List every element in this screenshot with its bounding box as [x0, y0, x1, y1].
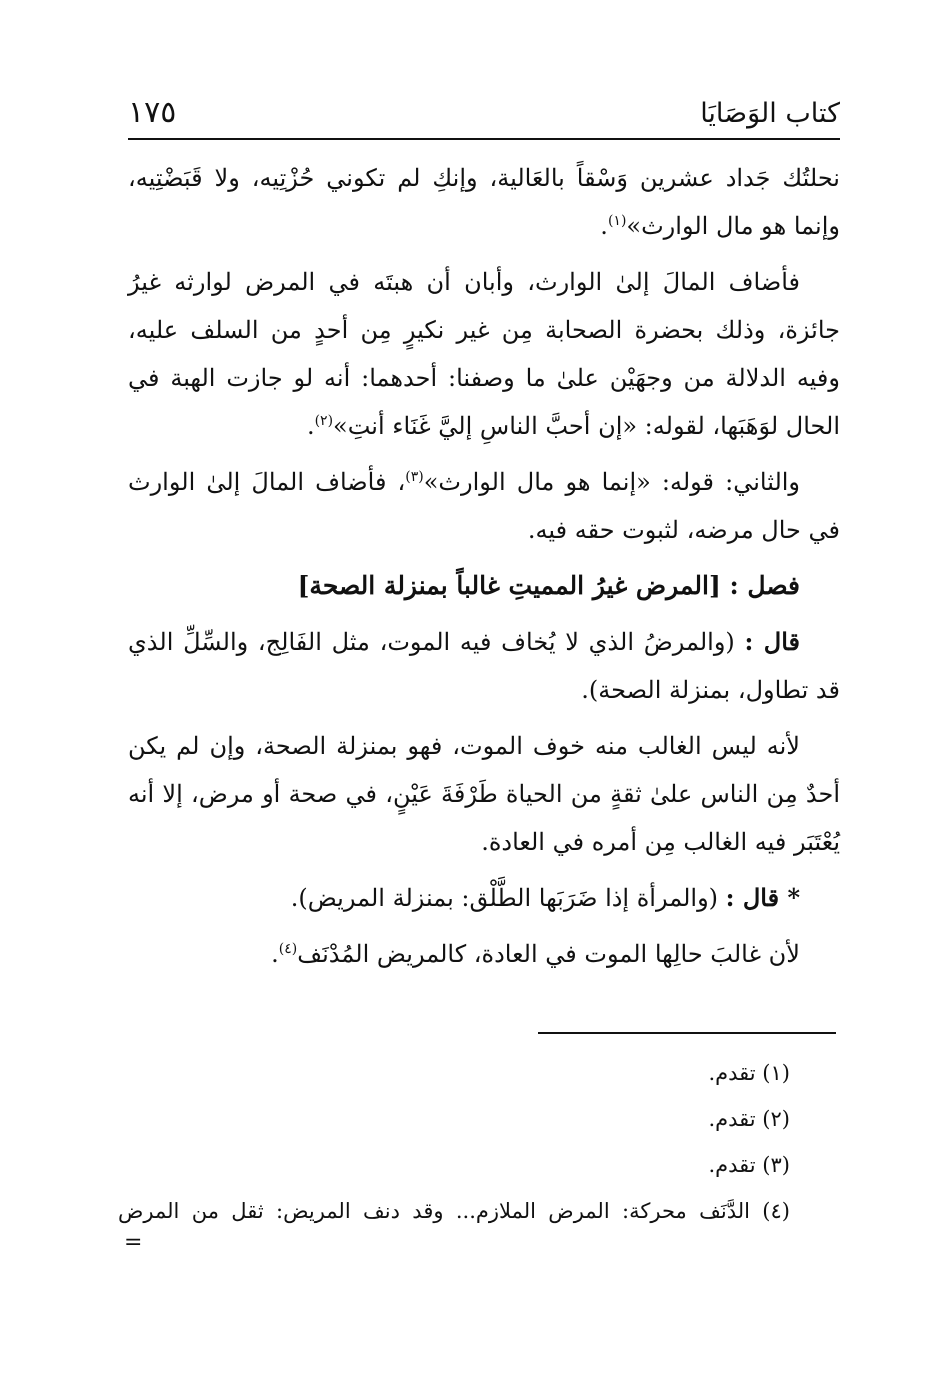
running-title: كتاب الوَصَايَا	[700, 98, 840, 129]
paragraph-4	[128, 618, 840, 714]
paragraph-2	[128, 258, 840, 450]
footnote-ref-1: (١)	[607, 213, 627, 229]
page-header	[128, 96, 840, 136]
paragraph-3	[128, 458, 840, 554]
footnote-ref-2: (٢)	[314, 413, 334, 429]
paragraph-7-end: .	[271, 940, 279, 968]
paragraph-7-text: لأن غالبَ حالِها الموت في العادة، كالمريض المُدْنَف	[297, 940, 800, 968]
footnote-ref-3: (٣)	[405, 469, 424, 485]
paragraph-3-text-a: والثاني: قوله: «إنما هو مال الوارث»	[423, 468, 801, 496]
paragraph-7	[128, 930, 840, 978]
paragraph-6-text: (والمرأة إذا ضَرَبَها الطَّلْق: بمنزلة المريض).	[290, 884, 726, 912]
section-heading: فصل : [المرض غيرُ المميتِ غالباً بمنزلة الصحة]	[297, 571, 800, 600]
footnote-ref-4: (٤)	[278, 941, 298, 957]
paragraph-3-text-b: ، فأضاف المالَ إلىٰ الوارث في حال مرضه، لثبوت حقه فيه.	[128, 468, 840, 544]
footnote-4: (٤) الدَّنَف محركة: المرض الملازم... وقد دنف المريض: ثقل من المرض	[118, 1199, 790, 1223]
footnotes	[118, 1050, 840, 1234]
footnote-3: (٣) تقدم.	[708, 1153, 790, 1177]
paragraph-5: لأنه ليس الغالب منه خوف الموت، فهو بمنزلة الصحة، وإن لم يكن أحدٌ مِن الناس علىٰ ثقةٍ من الحياة طَرْفَةَ عَيْنٍ، في صحة أو مرض، إلا أنه يُعْتَبَر فيه الغالب مِن أمره في العادة.	[128, 732, 840, 856]
paragraph-1-text: نحلتُك جَداد عشرين وَسْقاً بالعَالية، وإنكِ لم تكوني حُزْتِيه، ولا قَبَضْتِيه، وإنما هو مال الوارث»	[128, 164, 840, 240]
star-marker: *	[779, 883, 800, 912]
continuation-mark: =	[124, 1230, 143, 1255]
header-rule	[128, 138, 840, 140]
paragraph-6	[128, 874, 840, 922]
paragraph-4-text: (والمرضُ الذي لا يُخاف فيه الموت، مثل الفَالِج، والسِّلِّ الذي قد تطاول، بمنزلة الصحة).	[128, 628, 840, 704]
paragraph-2-end: .	[306, 412, 315, 440]
qal-label: قال :	[744, 627, 800, 656]
main-text	[128, 154, 840, 986]
paragraph-2-text: فأضاف المالَ إلىٰ الوارث، وأبان أن هبتَه في المرض لوارثه غيرُ جائزة، وذلك بحضرة الصحابة مِن غير نكيرٍ مِن أحدٍ من السلف عليه، وفيه الدلالة من وجهَيْن علىٰ ما وصفنا: أحدهما: أنه لو جازت الهبة في الحال لوَهَبَها، لقوله: «إن أحبَّ الناسِ إليَّ غَنَاء أنتِ»	[128, 268, 840, 440]
page-number: ١٧٥	[128, 95, 177, 130]
paragraph-1-end: .	[600, 212, 608, 240]
qal-label-2: قال :	[725, 883, 780, 912]
paragraph-1	[128, 154, 840, 250]
footnote-1: (١) تقدم.	[708, 1061, 790, 1085]
footnote-rule	[538, 1032, 836, 1034]
footnote-2: (٢) تقدم.	[708, 1107, 790, 1131]
